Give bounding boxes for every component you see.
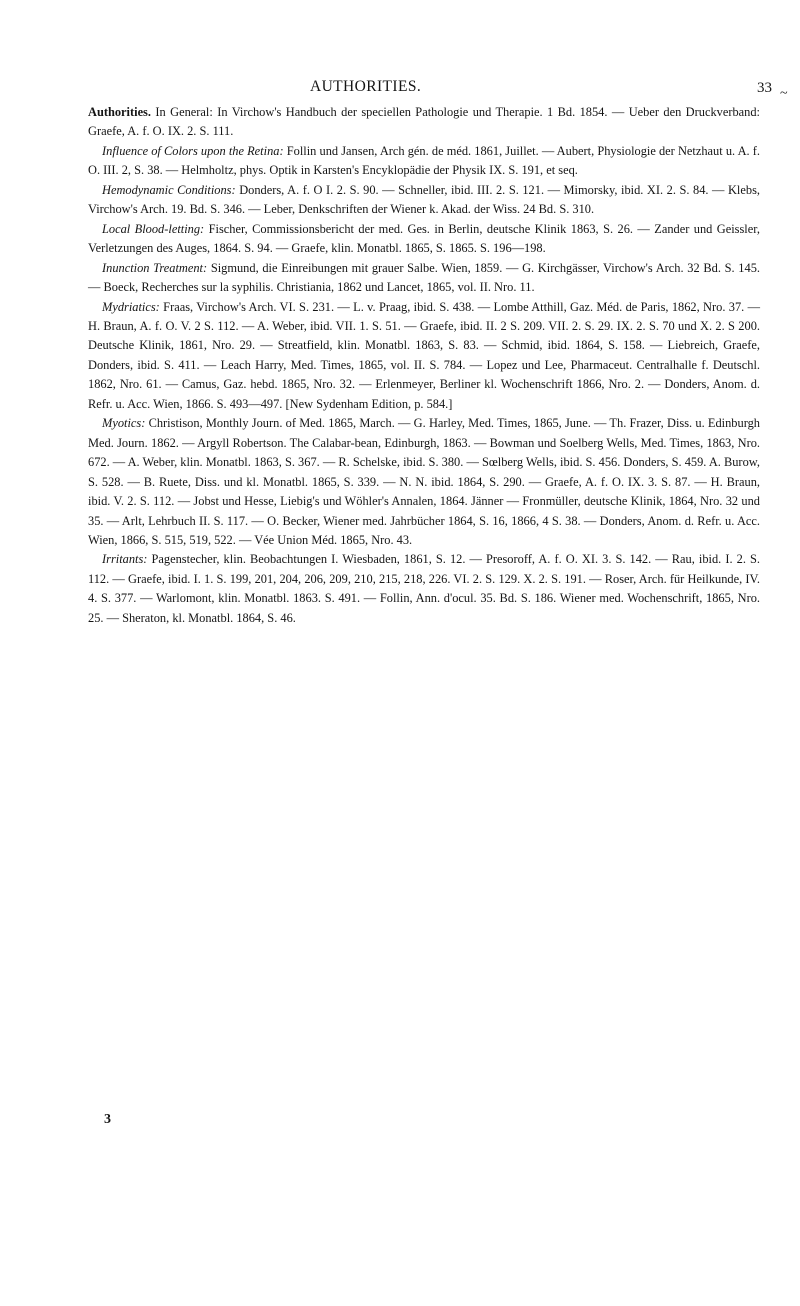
entry-heading: Influence of Colors upon the Retina: [102,143,284,158]
entry-text: Fischer, Commissionsbericht der med. Ges. in Berlin, deutsche Klinik 1863, S. 26. — Zander und Geissler, Verletzungen des Auges, 1864. S. 94. — Graefe, klin. Monatbl. 1865, S. 1865. S. 196—198. [88,221,760,256]
entry-heading: Myotics: [102,416,146,431]
entry-text: Fraas, Virchow's Arch. VI. S. 231. — L. v. Praag, ibid. S. 438. — Lombe Atthill, Gaz. Méd. de Paris, 1862, Nro. 37. — H. Braun, A. f. O. V. 2 S. 112. — A. Weber, ibid. VII. 1. S. 51. — Graefe, ibid. II. 2 S. 209. VII. 2. S. 29. IX. 2. S. 70 und X. 2. S 200. Deutsche Klinik, 1861, Nro. 29. — Streatfield, klin. Monatbl. 1863, S. 83. — Schmid, ibid. 1864, S. 158. — Liebreich, Graefe, Donders, ibid. S. 411. — Leach Harry, Med. Times, 1865, vol. II. S. 784. — Lopez und Lee, Pharmaceut. Centralhalle f. Deutschl. 1862, Nro. 61. — Camus, Gaz. hebd. 1865, Nro. 32. — Erlenmeyer, Berliner kl. Wochenschrift 1866, Nro. 2. — Donders, Anom. d. Refr. u. Acc. Wien, 1866. S. 493—497. [New Sydenham Edition, p. 584.] [88,299,760,411]
entry-heading: Hemodynamic Conditions: [102,182,236,197]
entry-mydriatics [88,298,760,415]
entry-hemodynamic [88,181,760,220]
corner-mark: ~ [780,86,788,101]
entry-text: Sigmund, die Einreibungen mit grauer Salbe. Wien, 1859. — G. Kirchgässer, Virchow's Arch. 32 Bd. S. 145. — Boeck, Recherches sur la syphilis. Christiania, 1862 und Lancet, 1865, vol. II. Nro. 11. [88,260,760,295]
entry-heading: Inunction Treatment: [102,260,208,275]
entry-heading: Irritants: [102,552,148,567]
page-number: 33 [757,80,772,96]
entry-heading: Mydriatics: [102,299,160,314]
entry-text: Christison, Monthly Journ. of Med. 1865, March. — G. Harley, Med. Times, 1865, June. — Th. Frazer, Diss. u. Edinburgh Med. Journ. 1862. — Argyll Robertson. The Calabar-bean, Edinburgh, 1863. — Bowman und Soelberg Wells, Med. Times, 1863, Nro. 672. — A. Weber, klin. Monatbl. 1863, S. 367. — R. Schelske, ibid. S. 380. — Sœlberg Wells, ibid. S. 456. Donders, S. 459. A. Burow, S. 528. — B. Ruete, Diss. und kl. Monatbl. 1865, S. 339. — N. N. ibid. 1864, S. 290. — Graefe, A. f. O. IX. 3. S. 87. — H. Braun, ibid. V. 2. S. 112. — Jobst und Hesse, Liebig's und Wöhler's Annalen, 1864. Jänner — Fronmüller, deutsche Klinik, 1864, Nro. 32 und 35. — Arlt, Lehrbuch II. S. 117. — O. Becker, Wiener med. Jahrbücher 1864, S. 16, 1866, 4 S. 38. — Donders, Anom. d. Refr. u. Acc. Wien, 1866, S. 515, 519, 522. — Vée Union Méd. 1865, Nro. 43. [88,416,760,547]
entry-general [88,103,760,142]
entry-irritants [88,550,760,628]
entry-inunction [88,259,760,298]
entry-myotics [88,414,760,550]
entry-text: Pagenstecher, klin. Beobachtungen I. Wiesbaden, 1861, S. 12. — Presoroff, A. f. O. XI. 3. S. 142. — Rau, ibid. I. 2. S. 112. — Graefe, ibid. I. 1. S. 199, 201, 204, 206, 209, 210, 215, 218, 226. VI. 2. S. 129. X. 2. S. 191. — Roser, Arch. für Heilkunde, IV. 4. S. 377. — Warlomont, klin. Monatbl. 1863. S. 491. — Follin, Ann. d'ocul. 35. Bd. S. 186. Wiener med. Wochenschrift, 1865, Nro. 25. — Sheraton, kl. Monatbl. 1864, S. 46. [88,552,760,625]
entry-heading: Authorities. [88,105,151,119]
entry-text: Follin und Jansen, Arch gén. de méd. 1861, Juillet. — Aubert, Physiologie der Netzhaut u. A. f. O. III. 2, S. 38. — Helmholtz, phys. Optik in Karsten's Encyklopädie der Physik IX. S. 191, et seq. [88,143,760,178]
entry-text: In General: In Virchow's Handbuch der speciellen Pathologie und Therapie. 1 Bd. 1854. — Ueber den Druckverband: Graefe, A. f. O. IX. 2. S. 111. [88,105,760,139]
entry-colors-retina [88,142,760,181]
running-head: AUTHORITIES. [310,78,422,95]
entry-blood-letting [88,220,760,259]
signature-mark: 3 [104,1112,111,1127]
entry-text: Donders, A. f. O I. 2. S. 90. — Schneller, ibid. III. 2. S. 121. — Mimorsky, ibid. XI. 2. S. 84. — Klebs, Virchow's Arch. 19. Bd. S. 346. — Leber, Denkschriften der Wiener k. Akad. der Wiss. 24 Bd. S. 310. [88,182,760,217]
authorities-text [88,103,760,628]
entry-heading: Local Blood-letting: [102,221,205,236]
